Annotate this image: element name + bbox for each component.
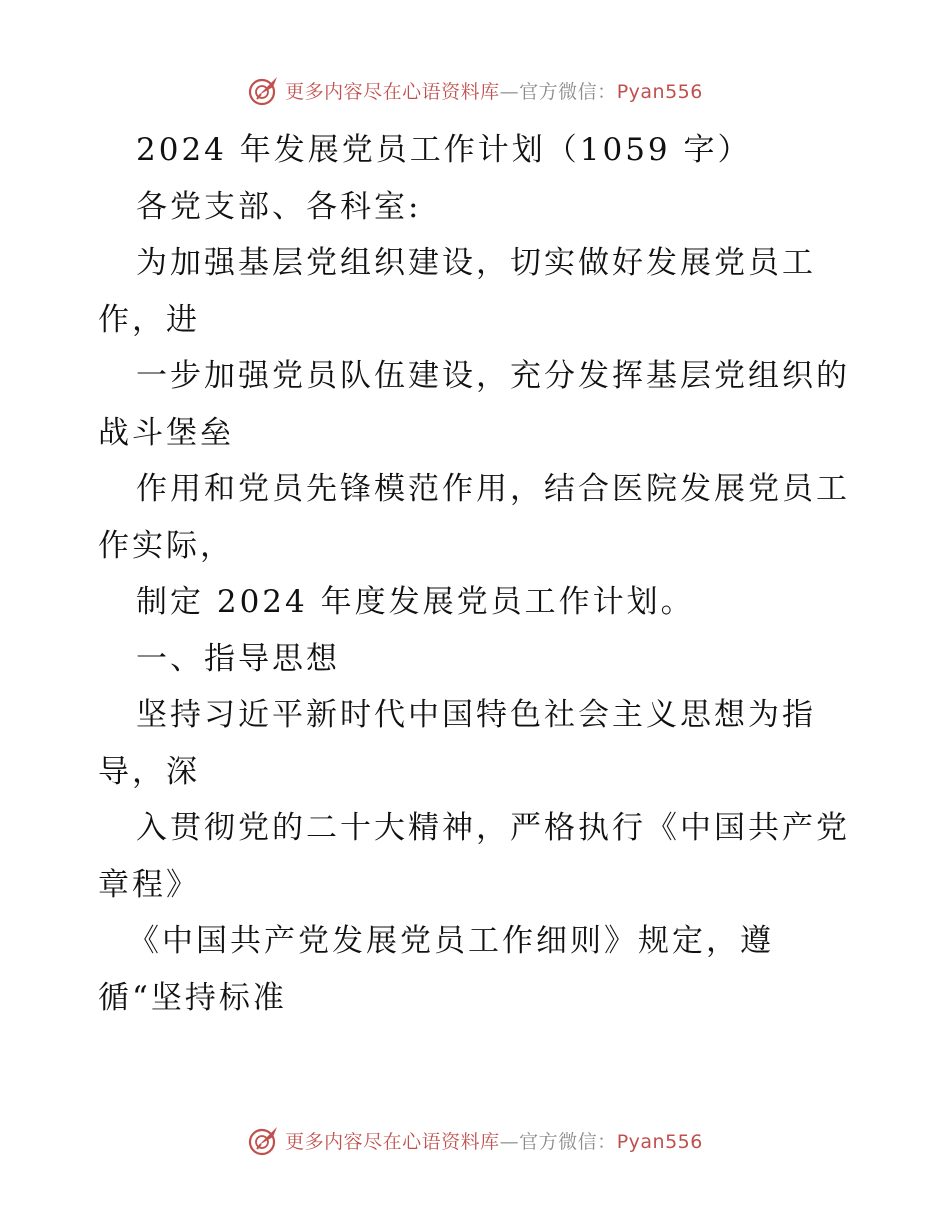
watermark-text bbox=[285, 1127, 703, 1154]
header-watermark bbox=[0, 70, 950, 110]
document-body bbox=[98, 122, 858, 1026]
paragraph-line: 作实际， bbox=[98, 527, 234, 564]
paragraph-line: 作用和党员先锋模范作用，结合医院发展党员工 bbox=[136, 471, 850, 507]
paragraph-line: 循“坚持标准 bbox=[98, 979, 287, 1016]
paragraph-line: 作，进 bbox=[98, 301, 200, 338]
watermark-dash: — bbox=[499, 1130, 520, 1153]
paragraph-line: 坚持习近平新时代中国特色社会主义思想为指 bbox=[136, 697, 816, 733]
watermark-site: 更多内容尽在心语资料库 bbox=[285, 1130, 500, 1153]
paragraph-line: 为加强基层党组织建设，切实做好发展党员工 bbox=[136, 245, 816, 281]
paragraph-line: 一步加强党员队伍建设，充分发挥基层党组织的 bbox=[136, 358, 850, 394]
quill-logo-icon bbox=[247, 73, 281, 107]
watermark-wechat-label: 官方微信： bbox=[519, 80, 617, 103]
watermark-dash: — bbox=[499, 80, 520, 103]
watermark-wechat-id: Pyan556 bbox=[616, 80, 703, 103]
section-heading: 一、指导思想 bbox=[136, 640, 340, 677]
paragraph-line: 《中国共产党发展党员工作细则》规定，遵 bbox=[128, 923, 774, 959]
footer-watermark bbox=[0, 1120, 950, 1160]
watermark-wechat-id: Pyan556 bbox=[616, 1130, 703, 1153]
watermark-wechat-label: 官方微信： bbox=[519, 1130, 617, 1153]
quill-logo-icon bbox=[247, 1123, 281, 1157]
salutation: 各党支部、各科室: bbox=[136, 188, 422, 225]
paragraph-line: 导，深 bbox=[98, 753, 200, 790]
watermark-text bbox=[285, 77, 703, 104]
paragraph-line: 章程》 bbox=[98, 866, 200, 903]
paragraph-line: 战斗堡垒 bbox=[98, 414, 234, 451]
document-title: 2024 年发展党员工作计划（1059 字） bbox=[136, 132, 752, 168]
paragraph-line: 入贯彻党的二十大精神，严格执行《中国共产党 bbox=[136, 810, 850, 846]
watermark-site: 更多内容尽在心语资料库 bbox=[285, 80, 500, 103]
paragraph-line: 制定 2024 年度发展党员工作计划。 bbox=[136, 584, 695, 620]
